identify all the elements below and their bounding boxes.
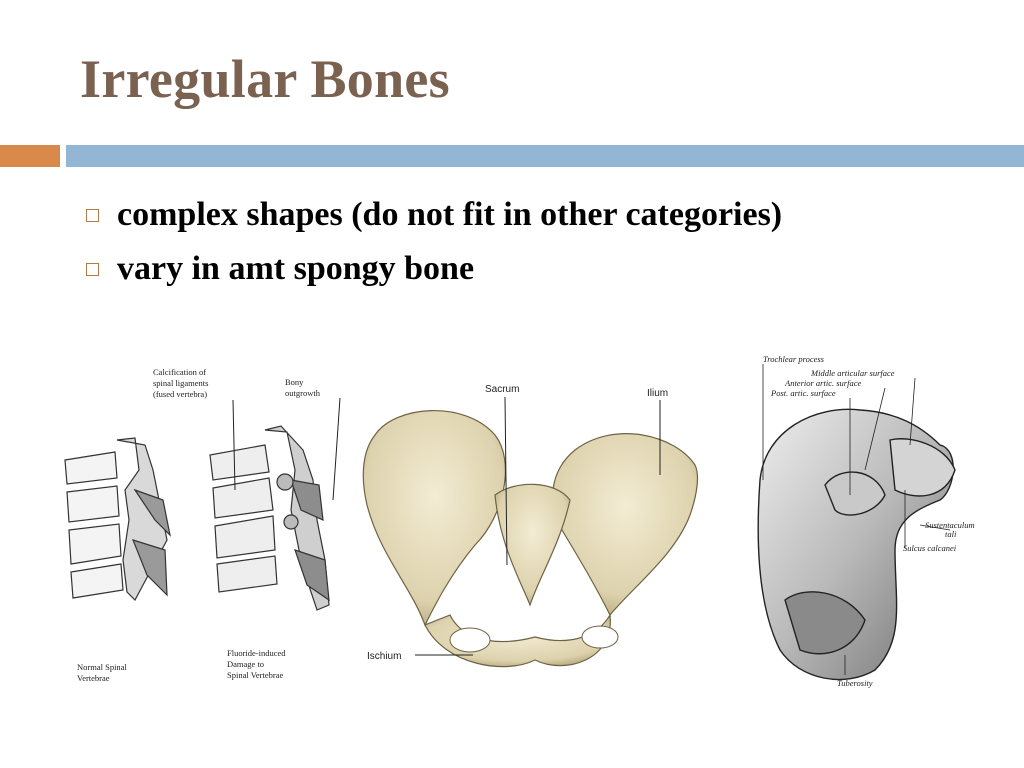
calcification-label-line3: (fused vertebra) bbox=[153, 389, 208, 399]
square-bullet-icon bbox=[86, 209, 99, 222]
fluoride-damaged-spine-drawing bbox=[210, 426, 329, 610]
bullet-text: vary in amt spongy bone bbox=[117, 250, 475, 287]
normal-spine-drawing bbox=[65, 438, 170, 600]
fluoride-label-line2: Damage to bbox=[227, 659, 265, 669]
spine-vertebrae-figure bbox=[55, 360, 345, 690]
bullet-item bbox=[86, 242, 782, 296]
fluoride-label-line3: Spinal Vertebrae bbox=[227, 670, 284, 680]
post-artic-label: Post. artic. surface bbox=[771, 388, 836, 398]
ischium-label: Ischium bbox=[367, 651, 402, 662]
anterior-artic-label: Anterior artic. surface bbox=[785, 378, 862, 388]
middle-articular-label: Middle articular surface bbox=[811, 368, 895, 378]
calcification-label-line1: Calcification of bbox=[153, 367, 207, 377]
normal-spine-label-line2: Vertebrae bbox=[77, 673, 110, 683]
leader-line bbox=[333, 398, 340, 500]
slide-title: Irregular Bones bbox=[80, 49, 451, 109]
obturator-foramen bbox=[582, 626, 618, 648]
bullet-list bbox=[86, 188, 782, 296]
bullet-item bbox=[86, 188, 782, 242]
accent-bar-blue bbox=[66, 145, 1024, 167]
ilium-label: Ilium bbox=[647, 388, 669, 399]
sustentaculum-label-line2: tali bbox=[945, 529, 957, 539]
bony-label-line2: outgrowth bbox=[285, 388, 320, 398]
bullet-text: complex shapes (do not fit in other categories) bbox=[117, 196, 783, 233]
sulcus-label: Sulcus calcanei bbox=[903, 543, 957, 553]
calcification-label-line2: spinal ligaments bbox=[153, 378, 209, 388]
accent-bar-orange bbox=[0, 145, 60, 167]
obturator-foramen bbox=[450, 628, 490, 652]
normal-spine-label-line1: Normal Spinal bbox=[77, 662, 127, 672]
pelvis-drawing bbox=[363, 411, 697, 667]
bony-label-line1: Bony bbox=[285, 377, 304, 387]
fluoride-label-line1: Fluoride-induced bbox=[227, 648, 286, 658]
sacrum-label: Sacrum bbox=[485, 384, 520, 395]
tuberosity-label: Tuberosity bbox=[837, 678, 873, 688]
square-bullet-icon bbox=[86, 263, 99, 276]
pelvis-figure bbox=[355, 375, 715, 685]
sustentaculum-label-line1: Sustentaculum bbox=[925, 520, 975, 530]
calcaneus-figure bbox=[745, 350, 1015, 695]
trochlear-label: Trochlear process bbox=[763, 354, 824, 364]
